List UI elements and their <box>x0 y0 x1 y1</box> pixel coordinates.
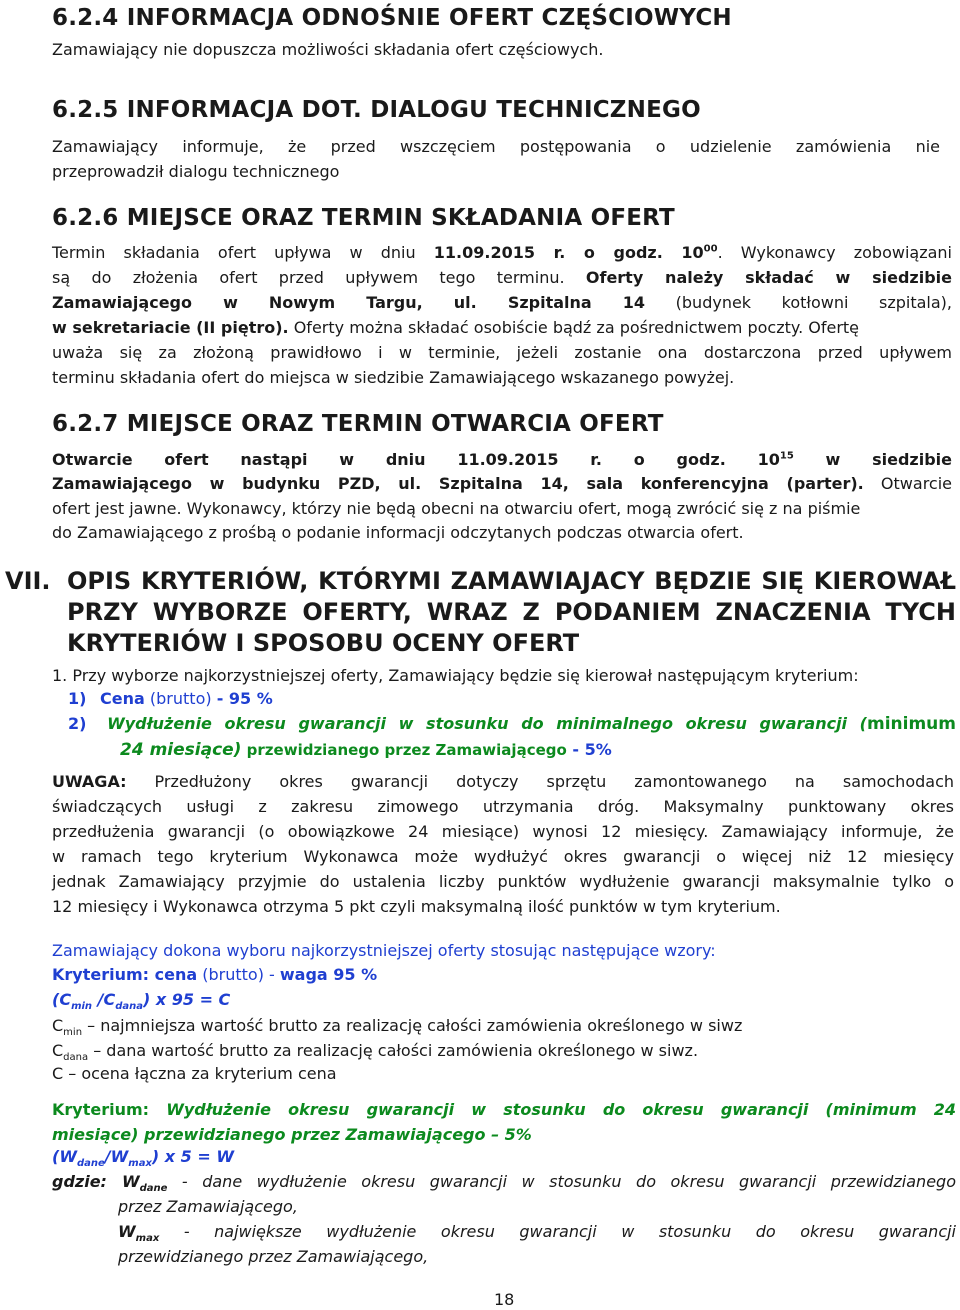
section-6-2-5-line1: Zamawiający informuje, że przed wszczęciem postępowania o udzielenie zamówienia nie <box>52 137 940 156</box>
section-6-2-6-line2: są do złożenia ofert przed upływem tego terminu. Oferty należy składać w siedzibie <box>52 268 953 287</box>
section-6-2-7-line1: Otwarcie ofert nastąpi w dniu 11.09.2015 r. o godz. $10^{15}$ w siedzibie <box>52 450 952 469</box>
criterion-2: 2) Wydłużenie okresu gwarancji w stosunku do minimalnego okresu gwarancji (minimum 24 miesiące) przewidzianego przez Zamawiającego - 5% <box>68 714 957 760</box>
criterion-price-weight: Kryterium: cena (brutto) - waga 95 % <box>52 965 378 984</box>
section-6-2-7-line3: ofert jest jawne. Wykonawcy, którzy nie będą obecni na otwarciu ofert, mogą zwrócić się z na piśmie <box>52 499 861 518</box>
section-6-2-6-line5: uważa się za złożoną prawidłowo i w terminie, jeżeli zostanie ona dostarczona przed upływem <box>52 343 952 362</box>
section-6-2-6-line4: w sekretariacie (II piętro). Oferty można składać osobiście bądź za pośrednictwem poczty. Ofertę <box>52 318 860 337</box>
criterion-warranty-weight: Kryterium: Wydłużenie okresu gwarancji w stosunku do okresu gwarancji (minimum 24 miesiące) przewidzianego przez Zamawiającego – 5% <box>52 1100 957 1144</box>
section-vii-title: OPIS KRYTERIÓW, KTÓRYMI ZAMAWIAJACY BĘDZIE SIĘ KIEROWAŁ PRZY WYBORZE OFERTY, WRAZ Z PODANIEM ZNACZENIA TYCH KRYTERIÓW I SPOSOBU OCENY OFERT <box>67 567 956 657</box>
section-6-2-6-title: 6.2.6 MIEJSCE ORAZ TERMIN SKŁADANIA OFERT <box>52 205 675 231</box>
section-6-2-7-title: 6.2.7 MIEJSCE ORAZ TERMIN OTWARCIA OFERT <box>52 411 664 437</box>
section-6-2-4-title: 6.2.4 INFORMACJA ODNOŚNIE OFERT CZĘŚCIOWYCH <box>52 5 732 31</box>
section-6-2-6-line3: Zamawiającego w Nowym Targu, ul. Szpitalna 14 (budynek kotłowni szpitala), <box>52 293 953 312</box>
criterion-1: 1) Cena (brutto) - 95 % <box>68 689 273 708</box>
section-vii-number: VII. <box>5 567 51 595</box>
def-wmax: $W_{max}$ - największe wydłużenie okresu gwarancji w stosunku do okresu gwarancji przewidzianego przez Zamawiającego, <box>118 1222 956 1266</box>
price-formula: ($C_{min}$ $/C_{dana}$) x 95 = C <box>52 990 231 1013</box>
def-wdane: gdzie: $W_{dane}$ - dane wydłużenie okresu gwarancji w stosunku do okresu gwarancji przewidzianego przez Zamawiającego, <box>52 1172 956 1216</box>
warranty-formula: $(W_{dane}/W_{max})$ x 5 = W <box>52 1147 235 1170</box>
section-6-2-7-line2: Zamawiającego w budynku PZD, ul. Szpitalna 14, sala konferencyjna (parter). Otwarcie <box>52 474 953 493</box>
def-c: C – ocena łączna za kryterium cena <box>52 1064 337 1083</box>
section-6-2-7-line4: do Zamawiającego z prośbą o podanie informacji odczytanych podczas otwarcia ofert. <box>52 523 744 542</box>
section-6-2-4-text: Zamawiający nie dopuszcza możliwości składania ofert częściowych. <box>52 40 604 59</box>
section-6-2-6-line6: terminu składania ofert do miejsca w siedzibie Zamawiającego wskazanego powyżej. <box>52 368 735 387</box>
def-cdana: $C_{dana}$ – dana wartość brutto za realizację całości zamówienia określonego w siwz. <box>52 1041 699 1064</box>
section-6-2-5-title: 6.2.5 INFORMACJA DOT. DIALOGU TECHNICZNEGO <box>52 97 701 123</box>
criteria-intro: 1. Przy wyborze najkorzystniejszej oferty, Zamawiający będzie się kierował następującym kryterium: <box>52 666 859 685</box>
uwaga-note: UWAGA: Przedłużony okres gwarancji dotyczy sprzętu zamontowanego na samochodach świadczących usługi z zakresu zimowego utrzymania dróg. Maksymalny punktowany okres przedłużenia gwarancji (o obowiązkowe 24 miesiące) wynosi 12 miesięcy. Zamawiający informuje, że w ramach tego kryterium Wykonawca może wydłużyć okres gwarancji o więcej niż 12 miesięcy jednak Zamawiający przyjmie do ustalenia liczby punktów wydłużenie gwarancji maksymalnie tylko o 12 miesięcy i Wykonawca otrzyma 5 pkt czyli maksymalną ilość punktów w tym kryterium. <box>52 772 954 916</box>
section-6-2-6-line1: Termin składania ofert upływa w dniu 11.09.2015 r. o godz. $10^{00}$. Wykonawcy zobowiązani <box>52 243 952 262</box>
formula-intro: Zamawiający dokona wyboru najkorzystniejszej oferty stosując następujące wzory: <box>52 941 716 960</box>
page-number: 18 <box>494 1290 515 1309</box>
def-cmin: $C_{min}$ – najmniejsza wartość brutto za realizację całości zamówienia określonego w siwz <box>52 1016 743 1039</box>
section-6-2-5-line2: przeprowadził dialogu technicznego <box>52 162 340 181</box>
